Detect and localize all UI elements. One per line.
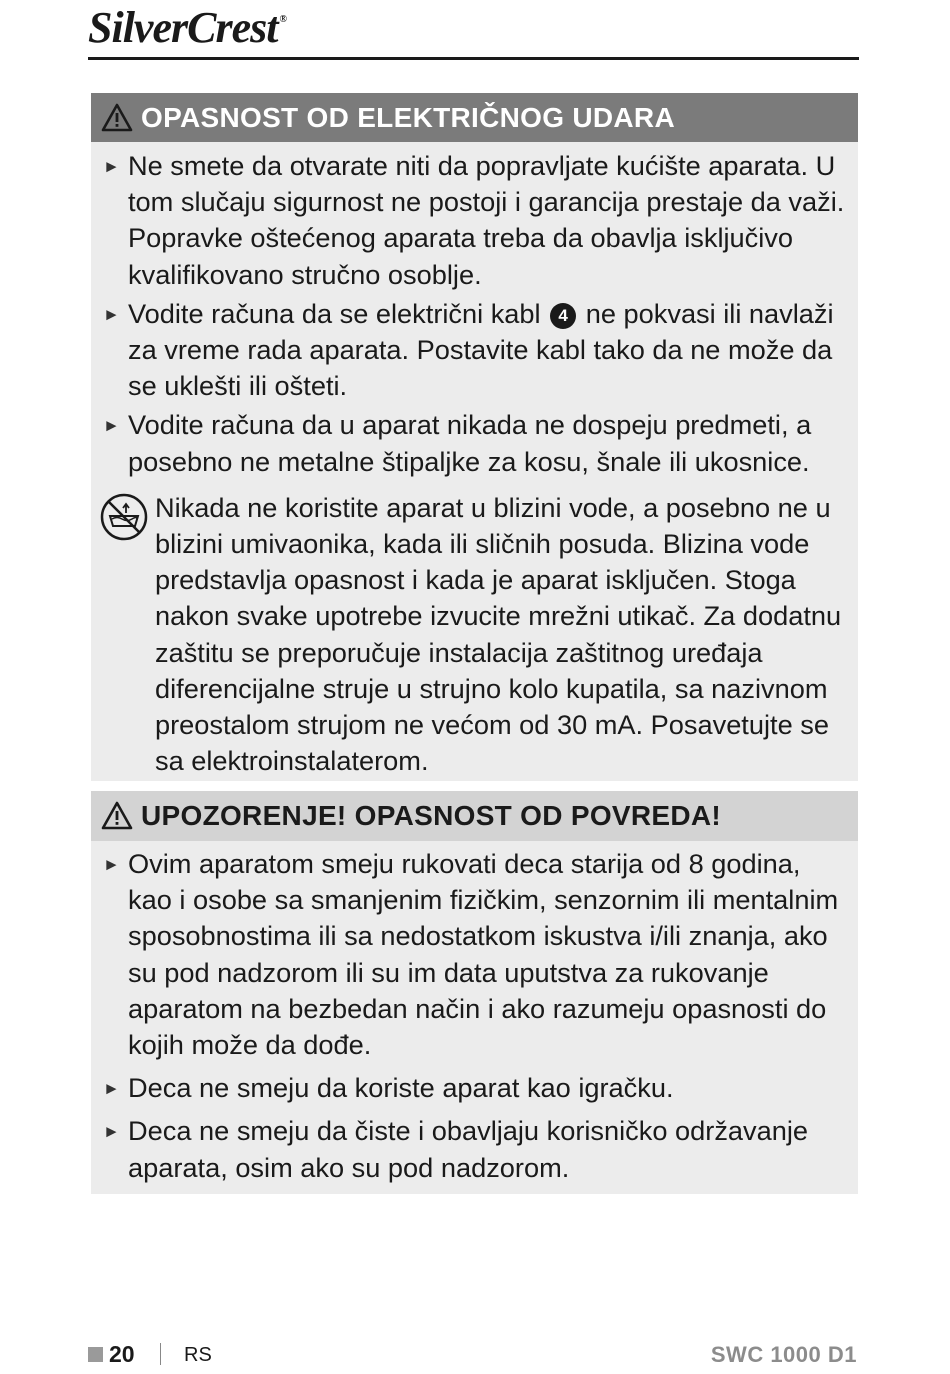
bullet-arrow-icon: ► [103, 304, 120, 324]
warning-triangle-icon [101, 801, 133, 831]
registered-mark: ® [279, 14, 286, 25]
list-item [91, 846, 858, 1063]
list-item-text: ne pokvasi ili navlaži za vreme rada aparata. Postavite kabl tako da ne može da se uklešti ili ošteti. [128, 297, 834, 402]
list-item-text: Ovim aparatom smeju rukovati deca starija od 8 godina, kao i osobe sa smanjenim fizičkim, senzornim ili mentalnim sposobnostima ili sa nedostatkom iskustva i/ili znanja, ako su pod nadzorom ili su im data uputstva za rukovanje aparatom na bezbedan način i ako razumeju opasnosti do kojih može da dođe. [128, 848, 839, 1061]
bullet-arrow-icon: ► [103, 1079, 120, 1099]
bullet-arrow-icon: ► [103, 157, 120, 176]
electric-shock-warning-list [91, 142, 858, 480]
electric-shock-warning-box [91, 93, 858, 781]
brand-logo [88, 2, 286, 53]
footer-square-marker [88, 1347, 103, 1362]
list-item [91, 1113, 858, 1185]
list-item [91, 407, 858, 479]
list-item-text: Vodite računa da se električni kabl [128, 297, 541, 329]
list-item [91, 296, 858, 405]
electric-shock-warning-title: OPASNOST OD ELEKTRIČNOG UDARA [141, 101, 675, 133]
bullet-arrow-icon: ► [103, 416, 120, 436]
list-item-text: Deca ne smeju da koriste aparat kao igračku. [128, 1072, 674, 1104]
water-warning-text: Nikada ne koristite aparat u blizini vode, a posebno ne u blizini umivaonika, kada ili sličnih posuda. Blizina vode predstavlja opasnost i kada je aparat isključen. Stoga nakon svake upotrebe izvucite mrežni utikač. Za dodatnu zaštitu se preporučuje instalacija zaštitnog uređaja diferencijalne struje u strujno kolo kupatila, sa nazivnom preostalom strujom ne većom od 30 mA. Posavetujte se sa elektroinstalaterom. [155, 491, 842, 777]
water-warning-note [91, 490, 858, 780]
cable-reference-badge: 4 [550, 303, 576, 329]
list-item-text: Ne smete da otvarate niti da popravljate kućište aparata. U tom slučaju sigurnost ne postoji i garancija prestaje da važi. Popravke oštećenog aparata treba da obavlja isključivo kvalifikovano stručno osoblje. [128, 150, 845, 290]
language-code: RS [184, 1344, 212, 1366]
bullet-arrow-icon: ► [103, 855, 120, 874]
model-number: SWC 1000 D1 [710, 1342, 857, 1367]
warning-triangle-icon [101, 103, 133, 133]
footer-divider [160, 1343, 161, 1365]
electric-shock-warning-header [91, 93, 858, 142]
brand-name: SilverCrest [88, 3, 278, 52]
injury-warning-header [91, 791, 858, 841]
list-item-text: Deca ne smeju da čiste i obavljaju korisničko održavanje aparata, osim ako su pod nadzorom. [128, 1115, 809, 1183]
injury-warning-title: UPOZORENJE! OPASNOST OD POVREDA! [141, 800, 722, 831]
bullet-arrow-icon: ► [103, 1122, 120, 1142]
page-number: 20 [109, 1341, 135, 1367]
list-item [91, 148, 858, 293]
injury-warning-box [91, 791, 858, 1194]
list-item [91, 1070, 858, 1106]
list-item-text: Vodite računa da u aparat nikada ne dospeju predmeti, a posebno ne metalne štipaljke za kosu, šnale ili ukosnice. [128, 409, 812, 477]
header-divider [88, 57, 859, 60]
injury-warning-list [91, 841, 858, 1186]
no-water-use-icon [99, 492, 149, 542]
